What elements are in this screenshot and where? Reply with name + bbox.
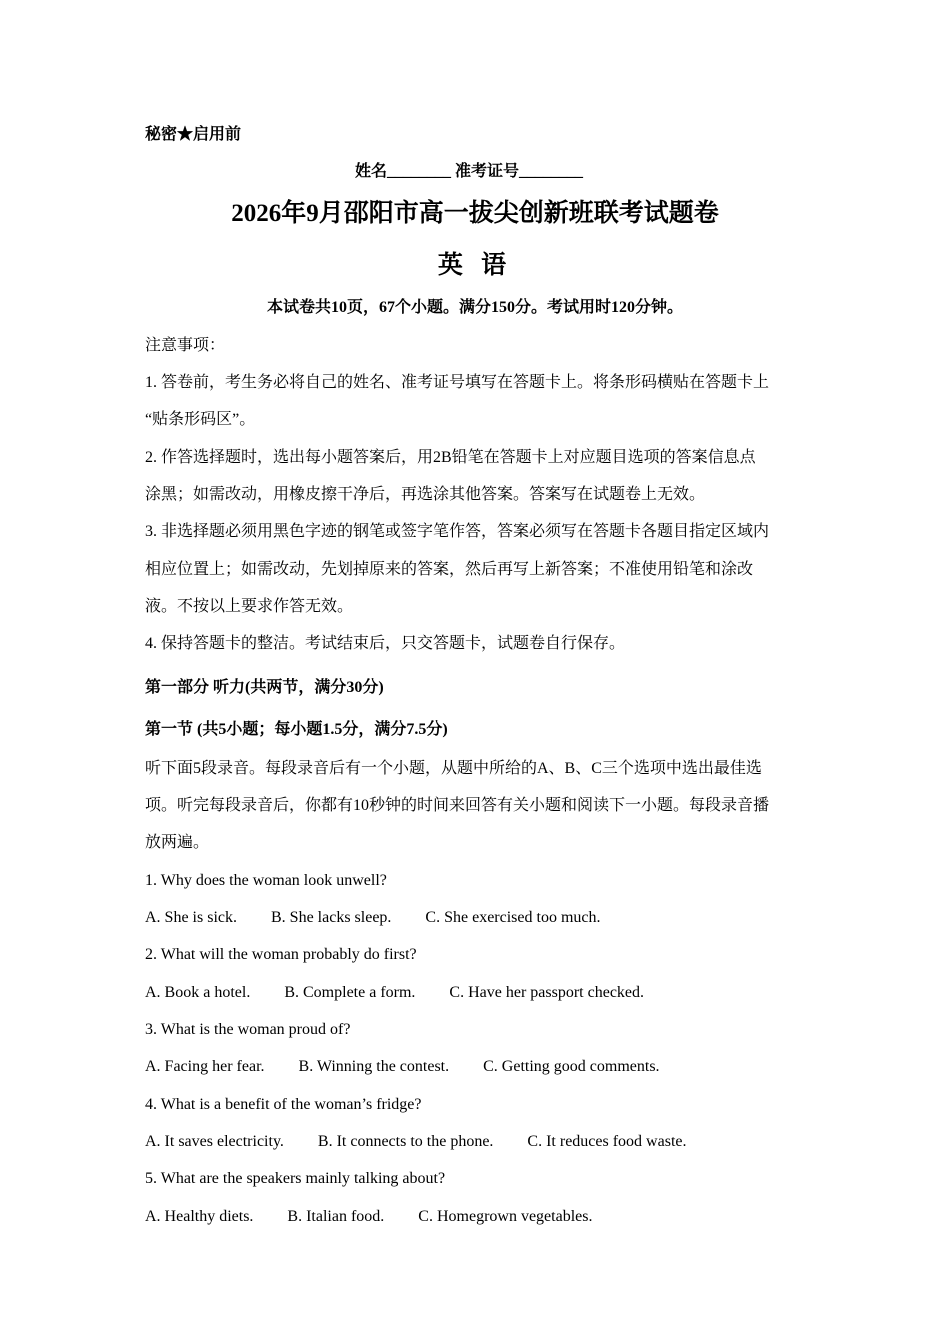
question-options — [145, 1207, 592, 1227]
notes-line: 相应位置上；如需改动，先划掉原来的答案，然后再写上新答案；不准使用铅笔和涂改 — [145, 561, 754, 578]
option-a: A. Book a hotel. — [145, 984, 251, 1001]
notes-line: 3. 非选择题必须用黑色字迹的钢笔或签字笔作答，答案必须写在答题卡各题目指定区域内 — [145, 523, 770, 540]
question-stem: 4. What is a benefit of the woman’s fridge? — [145, 1096, 422, 1113]
notes-line: 2. 作答选择题时，选出每小题答案后，用2B铅笔在答题卡上对应题目选项的答案信息点 — [145, 449, 756, 466]
notes-line: 4. 保持答题卡的整洁。考试结束后，只交答题卡，试题卷自行保存。 — [145, 635, 626, 652]
option-b: B. Winning the contest. — [298, 1058, 450, 1075]
part1-heading: 第一部分 听力(共两节，满分30分) — [145, 679, 384, 696]
section1-heading: 第一节 (共5小题；每小题1.5分，满分7.5分) — [145, 721, 448, 738]
question-stem: 5. What are the speakers mainly talking about? — [145, 1170, 446, 1187]
option-b: B. Italian food. — [287, 1208, 385, 1225]
notes-line: 1. 答卷前，考生务必将自己的姓名、准考证号填写在答题卡上。将条形码横贴在答题卡上 — [145, 374, 770, 391]
question-options — [145, 1132, 686, 1152]
instruction-line: 放两遍。 — [145, 834, 210, 851]
option-a: A. She is sick. — [145, 909, 237, 926]
option-b: B. It connects to the phone. — [317, 1133, 494, 1150]
exam-info: 本试卷共10页，67个小题。满分150分。考试用时120分钟。 — [266, 299, 683, 316]
exam-title: 2026年9月邵阳市高一拔尖创新班联考试题卷 — [231, 200, 719, 227]
option-b: B. Complete a form. — [284, 984, 416, 1001]
option-a: A. Healthy diets. — [145, 1208, 254, 1225]
question-stem: 3. What is the woman proud of? — [145, 1021, 351, 1038]
subject-title: 英 语 — [437, 252, 513, 279]
question-options — [145, 908, 601, 928]
question-options — [145, 1057, 660, 1077]
option-a: A. Facing her fear. — [145, 1058, 265, 1075]
notes-line: “贴条形码区”。 — [145, 411, 256, 428]
option-c: C. Getting good comments. — [483, 1058, 660, 1075]
notes-heading: 注意事项： — [145, 337, 226, 354]
option-b: B. She lacks sleep. — [271, 909, 392, 926]
option-a: A. It saves electricity. — [145, 1133, 284, 1150]
name-id-line: 姓名________ 准考证号________ — [355, 163, 584, 180]
notes-line: 涂黑；如需改动，用橡皮擦干净后，再选涂其他答案。答案写在试题卷上无效。 — [145, 486, 706, 503]
question-stem: 2. What will the woman probably do first? — [145, 946, 417, 963]
option-c: C. Homegrown vegetables. — [418, 1208, 593, 1225]
option-c: C. It reduces food waste. — [527, 1133, 687, 1150]
confidential-label: 秘密★启用前 — [145, 126, 242, 143]
instruction-line: 项。听完每段录音后，你都有10秒钟的时间来回答有关小题和阅读下一小题。每段录音播 — [145, 797, 770, 814]
option-c: C. She exercised too much. — [425, 909, 601, 926]
option-c: C. Have her passport checked. — [449, 984, 645, 1001]
question-options — [145, 983, 644, 1003]
question-stem: 1. Why does the woman look unwell? — [145, 872, 387, 889]
instruction-line: 听下面5段录音。每段录音后有一个小题，从题中所给的A、B、C三个选项中选出最佳选 — [145, 760, 762, 777]
notes-line: 液。不按以上要求作答无效。 — [145, 598, 354, 615]
